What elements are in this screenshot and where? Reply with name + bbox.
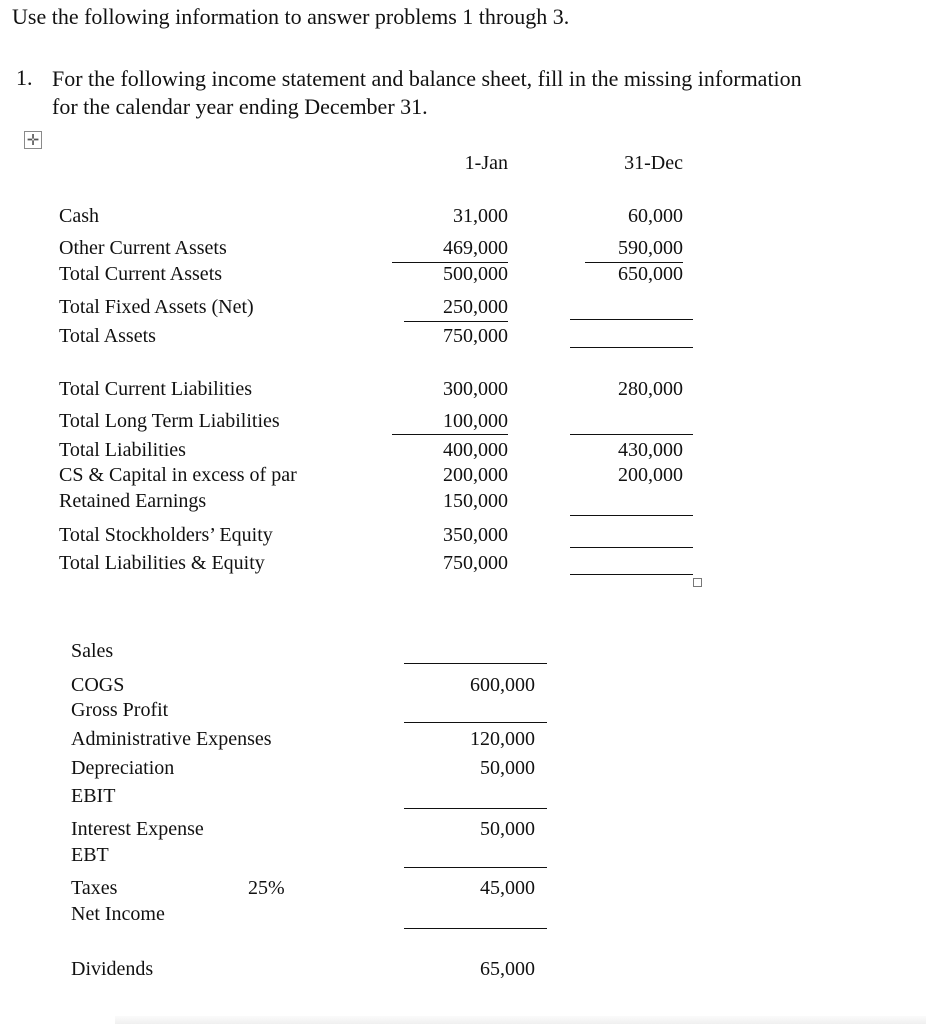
blank-net-income — [404, 928, 547, 929]
header-dec: 31-Dec — [624, 152, 683, 174]
is-label-interest-expense: Interest Expense — [71, 818, 204, 840]
bs-jan-total-fixed-assets: 250,000 — [443, 296, 508, 318]
bs-jan-cs-capital: 200,000 — [443, 464, 508, 486]
blank-dec-tfa — [570, 319, 693, 320]
bs-label-total-liabilities: Total Liabilities — [59, 439, 186, 461]
is-tax-rate: 25% — [248, 877, 285, 899]
is-label-sales: Sales — [71, 640, 114, 662]
bs-label-other-current-assets: Other Current Assets — [59, 237, 227, 259]
is-value-dividends: 65,000 — [480, 958, 535, 980]
blank-gross-profit — [404, 722, 547, 723]
bs-label-total-current-liabilities: Total Current Liabilities — [59, 378, 252, 400]
page-bottom-shadow — [115, 1016, 926, 1024]
bs-dec-cash: 60,000 — [628, 205, 683, 227]
intro-text: Use the following information to answer problems 1 through 3. — [12, 4, 570, 29]
question-number: 1. — [16, 65, 33, 90]
is-label-dividends: Dividends — [71, 958, 154, 980]
underline-jan-tfa — [404, 321, 508, 322]
bs-jan-other-current-assets: 469,000 — [443, 237, 508, 259]
blank-sales — [404, 663, 547, 664]
is-value-taxes: 45,000 — [480, 877, 535, 899]
bs-jan-total-liabilities: 400,000 — [443, 439, 508, 461]
resize-handle-icon[interactable] — [693, 578, 702, 587]
bs-jan-total-current-liabilities: 300,000 — [443, 378, 508, 400]
header-jan: 1-Jan — [464, 152, 508, 174]
bs-dec-total-liabilities: 430,000 — [618, 439, 683, 461]
blank-dec-retained-earnings — [570, 515, 693, 516]
is-label-ebt: EBT — [71, 844, 109, 866]
move-handle-icon[interactable]: ✛ — [24, 131, 42, 149]
question-line-2: for the calendar year ending December 31. — [52, 94, 428, 119]
is-value-interest-expense: 50,000 — [480, 818, 535, 840]
bs-label-total-current-assets: Total Current Assets — [59, 263, 223, 285]
bs-label-total-fixed-assets: Total Fixed Assets (Net) — [59, 296, 254, 318]
bs-jan-total-assets: 750,000 — [443, 325, 508, 347]
bs-label-retained-earnings: Retained Earnings — [59, 490, 207, 512]
is-value-admin-expenses: 120,000 — [470, 728, 535, 750]
bs-jan-cash: 31,000 — [453, 205, 508, 227]
question-text — [52, 65, 802, 121]
bs-label-cs-capital: CS & Capital in excess of par — [59, 464, 297, 486]
blank-dec-total-assets — [570, 347, 693, 348]
is-label-cogs: COGS — [71, 674, 125, 696]
is-value-depreciation: 50,000 — [480, 757, 535, 779]
blank-ebit — [404, 808, 547, 809]
bs-label-cash: Cash — [59, 205, 99, 227]
is-value-cogs: 600,000 — [470, 674, 535, 696]
is-label-ebit: EBIT — [71, 785, 116, 807]
blank-dec-total-le — [570, 574, 693, 575]
bs-jan-total-current-assets: 500,000 — [443, 263, 508, 285]
is-label-net-income: Net Income — [71, 903, 165, 925]
bs-jan-total-long-term-liabilities: 100,000 — [443, 410, 508, 432]
bs-dec-cs-capital: 200,000 — [618, 464, 683, 486]
bs-jan-total-stockholders-equity: 350,000 — [443, 524, 508, 546]
bs-jan-total-liabilities-equity: 750,000 — [443, 552, 508, 574]
bs-label-total-assets: Total Assets — [59, 325, 156, 347]
bs-label-total-stockholders-equity: Total Stockholders’ Equity — [59, 524, 273, 546]
blank-dec-ltl — [570, 434, 693, 435]
bs-label-total-long-term-liabilities: Total Long Term Liabilities — [59, 410, 280, 432]
bs-jan-retained-earnings: 150,000 — [443, 490, 508, 512]
bs-dec-other-current-assets: 590,000 — [618, 237, 683, 259]
bs-dec-total-current-liabilities: 280,000 — [618, 378, 683, 400]
is-label-gross-profit: Gross Profit — [71, 699, 169, 721]
is-label-taxes: Taxes — [71, 877, 118, 899]
question-line-1: For the following income statement and balance sheet, fill in the missing information — [52, 66, 802, 91]
blank-dec-total-se — [570, 547, 693, 548]
is-label-depreciation: Depreciation — [71, 757, 175, 779]
bs-label-total-liabilities-equity: Total Liabilities & Equity — [59, 552, 265, 574]
underline-jan-ltl — [392, 434, 508, 435]
blank-ebt — [404, 867, 547, 868]
is-label-admin-expenses: Administrative Expenses — [71, 728, 272, 750]
bs-dec-total-current-assets: 650,000 — [618, 263, 683, 285]
